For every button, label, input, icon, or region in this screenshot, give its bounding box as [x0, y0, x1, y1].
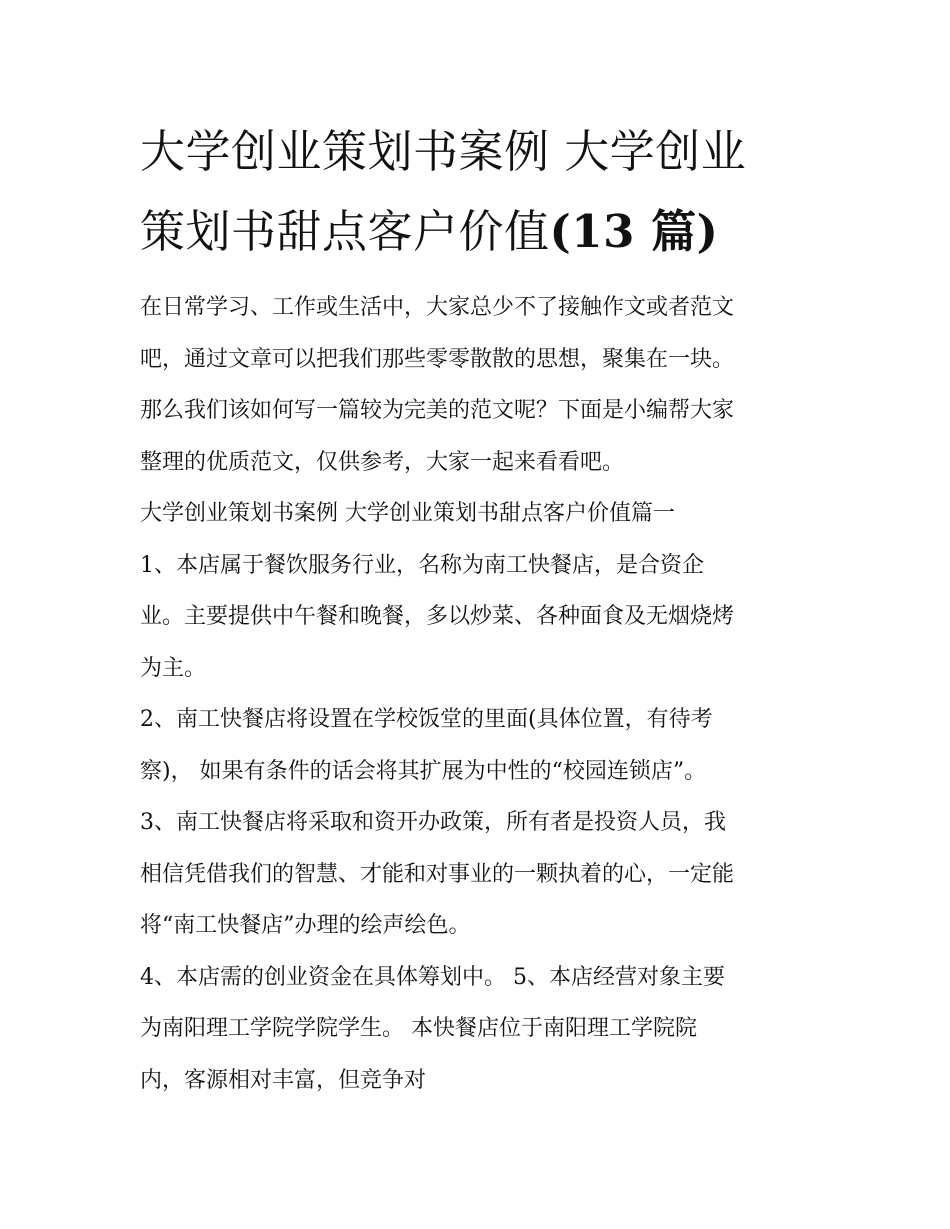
text-line: 大学创业策划书案例 大学创业策划书甜点客户价值篇一: [140, 501, 675, 526]
text-line: 3、南工快餐店将采取和资开办政策，所有者是投资人员，我: [140, 810, 726, 835]
title-line: [140, 192, 820, 272]
text-line: 整理的优质范文，仅供参考，大家一起来看看吧。: [140, 449, 625, 475]
document-title: [140, 112, 820, 272]
text-line: 1、本店属于餐饮服务行业，名称为南工快餐店，是合资企: [140, 552, 704, 578]
document-body: [140, 282, 820, 1106]
title-count: (13: [549, 205, 635, 258]
section-heading: [140, 488, 820, 540]
paragraph-item-1: [140, 540, 820, 695]
paragraph-item-4: [140, 952, 820, 1107]
text-line: 在日常学习、工作或生活中，大家总少不了接触作文或者范文: [140, 295, 735, 320]
text-line: 业。主要提供中午餐和晚餐，多以炒菜、各种面食及无烟烧烤: [140, 604, 735, 629]
text-line: 相信凭借我们的智慧、才能和对事业的一颗执着的心，一定能: [140, 861, 735, 887]
text-line: 为主。: [140, 655, 207, 681]
title-line: 大学创业策划书案例 大学创业: [140, 125, 747, 178]
text-line: 吧，通过文章可以把我们那些零零散散的思想，聚集在一块。: [140, 346, 735, 372]
title-text: 策划书甜点客户价值: [140, 205, 550, 258]
intro-paragraph: [140, 282, 820, 488]
text-line: 将“南工快餐店”办理的绘声绘色。: [140, 913, 471, 938]
document-page: [140, 112, 820, 1106]
text-line: 4、本店需的创业资金在具体筹划中。 5、本店经营对象主要: [140, 964, 725, 990]
text-line: 察)， 如果有条件的话会将其扩展为中性的“校园连锁店”。: [140, 758, 707, 784]
title-count-suffix: 篇): [634, 205, 719, 258]
text-line: 为南阳理工学院学院学生。 本快餐店位于南阳理工学院院: [140, 1016, 697, 1041]
paragraph-item-2: [140, 694, 820, 797]
text-line: 内，客源相对丰富，但竞争对: [140, 1067, 427, 1093]
text-line: 2、南工快餐店将设置在学校饭堂的里面(具体位置，有待考: [140, 707, 713, 732]
text-line: 那么我们该如何写一篇较为完美的范文呢？下面是小编帮大家: [140, 398, 735, 423]
paragraph-item-3: [140, 797, 820, 952]
